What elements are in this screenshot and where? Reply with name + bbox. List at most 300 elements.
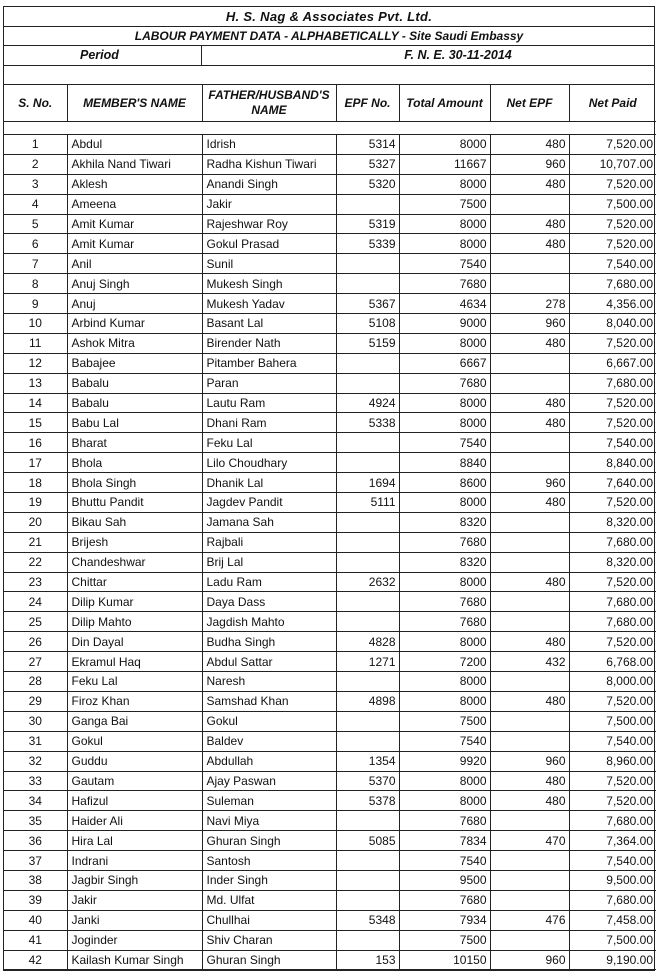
cell-net-paid: 7,520.00 bbox=[569, 234, 656, 254]
cell-net-epf bbox=[490, 254, 569, 274]
cell-epf-no bbox=[336, 592, 399, 612]
cell-father-husband-name: Ajay Paswan bbox=[202, 771, 336, 791]
cell-epf-no: 1354 bbox=[336, 751, 399, 771]
col-header-net-paid: Net Paid bbox=[569, 85, 656, 122]
cell-net-epf bbox=[490, 353, 569, 373]
cell-sno: 27 bbox=[4, 652, 67, 672]
cell-epf-no bbox=[336, 274, 399, 294]
cell-father-husband-name: Samshad Khan bbox=[202, 691, 336, 711]
cell-net-epf bbox=[490, 552, 569, 572]
cell-total-amount: 7500 bbox=[399, 711, 490, 731]
cell-father-husband-name: Mukesh Yadav bbox=[202, 294, 336, 314]
cell-epf-no bbox=[336, 373, 399, 393]
table-row bbox=[4, 154, 656, 174]
cell-epf-no: 1271 bbox=[336, 652, 399, 672]
table-row bbox=[4, 333, 656, 353]
cell-net-paid: 7,520.00 bbox=[569, 771, 656, 791]
cell-sno: 9 bbox=[4, 294, 67, 314]
cell-total-amount: 8000 bbox=[399, 572, 490, 592]
cell-father-husband-name: Gokul bbox=[202, 711, 336, 731]
cell-total-amount: 8000 bbox=[399, 135, 490, 155]
cell-sno: 40 bbox=[4, 910, 67, 930]
cell-sno: 42 bbox=[4, 950, 67, 970]
spacer-row bbox=[4, 66, 654, 85]
cell-father-husband-name: Abdul Sattar bbox=[202, 652, 336, 672]
cell-father-husband-name: Jamana Sah bbox=[202, 512, 336, 532]
table-row bbox=[4, 353, 656, 373]
cell-sno: 34 bbox=[4, 791, 67, 811]
table-row bbox=[4, 174, 656, 194]
cell-net-epf bbox=[490, 890, 569, 910]
cell-epf-no bbox=[336, 453, 399, 473]
cell-member-name: Kailash Kumar Singh bbox=[67, 950, 202, 970]
cell-total-amount: 8000 bbox=[399, 691, 490, 711]
cell-net-paid: 7,520.00 bbox=[569, 135, 656, 155]
table-row bbox=[4, 890, 656, 910]
cell-father-husband-name: Dhanik Lal bbox=[202, 473, 336, 493]
cell-epf-no: 5314 bbox=[336, 135, 399, 155]
cell-sno: 17 bbox=[4, 453, 67, 473]
cell-father-husband-name: Ladu Ram bbox=[202, 572, 336, 592]
cell-net-epf: 480 bbox=[490, 791, 569, 811]
cell-father-husband-name: Baldev bbox=[202, 731, 336, 751]
cell-member-name: Hira Lal bbox=[67, 831, 202, 851]
cell-father-husband-name: Md. Ulfat bbox=[202, 890, 336, 910]
cell-sno: 6 bbox=[4, 234, 67, 254]
cell-father-husband-name: Jagdev Pandit bbox=[202, 493, 336, 513]
cell-net-paid: 7,364.00 bbox=[569, 831, 656, 851]
cell-net-paid: 7,520.00 bbox=[569, 632, 656, 652]
cell-net-paid: 10,707.00 bbox=[569, 154, 656, 174]
cell-net-epf bbox=[490, 592, 569, 612]
cell-sno: 10 bbox=[4, 314, 67, 334]
cell-father-husband-name: Feku Lal bbox=[202, 433, 336, 453]
cell-epf-no: 5367 bbox=[336, 294, 399, 314]
cell-net-paid: 7,680.00 bbox=[569, 373, 656, 393]
cell-father-husband-name: Lilo Choudhary bbox=[202, 453, 336, 473]
cell-sno: 7 bbox=[4, 254, 67, 274]
cell-sno: 8 bbox=[4, 274, 67, 294]
cell-epf-no: 5339 bbox=[336, 234, 399, 254]
cell-net-paid: 7,520.00 bbox=[569, 174, 656, 194]
cell-net-epf bbox=[490, 512, 569, 532]
cell-epf-no bbox=[336, 851, 399, 871]
cell-sno: 24 bbox=[4, 592, 67, 612]
cell-father-husband-name: Chullhai bbox=[202, 910, 336, 930]
period-value: F. N. E. 30-11-2014 bbox=[404, 48, 512, 62]
cell-sno: 13 bbox=[4, 373, 67, 393]
cell-net-paid: 7,520.00 bbox=[569, 393, 656, 413]
cell-sno: 31 bbox=[4, 731, 67, 751]
table-header-row bbox=[4, 85, 656, 122]
cell-sno: 3 bbox=[4, 174, 67, 194]
cell-sno: 21 bbox=[4, 532, 67, 552]
table-row bbox=[4, 771, 656, 791]
table-row bbox=[4, 532, 656, 552]
cell-father-husband-name: Suleman bbox=[202, 791, 336, 811]
table-row bbox=[4, 731, 656, 751]
cell-net-paid: 8,320.00 bbox=[569, 512, 656, 532]
table-row bbox=[4, 652, 656, 672]
cell-member-name: Akhila Nand Tiwari bbox=[67, 154, 202, 174]
table-row bbox=[4, 493, 656, 513]
cell-member-name: Joginder bbox=[67, 930, 202, 950]
table-row bbox=[4, 294, 656, 314]
cell-net-epf: 480 bbox=[490, 174, 569, 194]
cell-member-name: Bhola Singh bbox=[67, 473, 202, 493]
cell-epf-no bbox=[336, 353, 399, 373]
period-label: Period bbox=[4, 46, 202, 65]
cell-epf-no: 5370 bbox=[336, 771, 399, 791]
cell-net-paid: 8,040.00 bbox=[569, 314, 656, 334]
table-row bbox=[4, 135, 656, 155]
cell-member-name: Brijesh bbox=[67, 532, 202, 552]
table-row bbox=[4, 393, 656, 413]
cell-total-amount: 8840 bbox=[399, 453, 490, 473]
cell-total-amount: 11667 bbox=[399, 154, 490, 174]
cell-epf-no bbox=[336, 711, 399, 731]
table-row bbox=[4, 672, 656, 692]
table-row bbox=[4, 811, 656, 831]
cell-member-name: Dilip Mahto bbox=[67, 612, 202, 632]
cell-net-epf: 480 bbox=[490, 691, 569, 711]
payment-sheet bbox=[3, 6, 655, 971]
cell-member-name: Aklesh bbox=[67, 174, 202, 194]
cell-net-epf: 480 bbox=[490, 393, 569, 413]
cell-member-name: Ashok Mitra bbox=[67, 333, 202, 353]
cell-member-name: Anuj bbox=[67, 294, 202, 314]
cell-father-husband-name: Abdullah bbox=[202, 751, 336, 771]
cell-member-name: Janki bbox=[67, 910, 202, 930]
cell-sno: 33 bbox=[4, 771, 67, 791]
cell-sno: 25 bbox=[4, 612, 67, 632]
cell-total-amount: 7934 bbox=[399, 910, 490, 930]
cell-member-name: Anil bbox=[67, 254, 202, 274]
cell-net-epf bbox=[490, 453, 569, 473]
cell-father-husband-name: Birender Nath bbox=[202, 333, 336, 353]
cell-epf-no: 5319 bbox=[336, 214, 399, 234]
cell-epf-no bbox=[336, 194, 399, 214]
cell-net-epf bbox=[490, 612, 569, 632]
cell-father-husband-name: Sunil bbox=[202, 254, 336, 274]
cell-sno: 29 bbox=[4, 691, 67, 711]
cell-total-amount: 7500 bbox=[399, 930, 490, 950]
cell-net-epf bbox=[490, 532, 569, 552]
spacer-row bbox=[4, 122, 656, 135]
cell-sno: 14 bbox=[4, 393, 67, 413]
cell-total-amount: 8320 bbox=[399, 552, 490, 572]
cell-epf-no: 5159 bbox=[336, 333, 399, 353]
cell-member-name: Indrani bbox=[67, 851, 202, 871]
cell-net-paid: 8,960.00 bbox=[569, 751, 656, 771]
cell-total-amount: 8000 bbox=[399, 493, 490, 513]
cell-net-paid: 7,520.00 bbox=[569, 413, 656, 433]
cell-net-paid: 7,500.00 bbox=[569, 194, 656, 214]
cell-member-name: Babajee bbox=[67, 353, 202, 373]
cell-total-amount: 7540 bbox=[399, 254, 490, 274]
cell-member-name: Arbind Kumar bbox=[67, 314, 202, 334]
cell-father-husband-name: Brij Lal bbox=[202, 552, 336, 572]
cell-net-epf: 480 bbox=[490, 572, 569, 592]
cell-sno: 16 bbox=[4, 433, 67, 453]
table-row bbox=[4, 194, 656, 214]
cell-epf-no: 5327 bbox=[336, 154, 399, 174]
cell-epf-no bbox=[336, 890, 399, 910]
cell-father-husband-name: Jagdish Mahto bbox=[202, 612, 336, 632]
cell-epf-no: 5111 bbox=[336, 493, 399, 513]
cell-epf-no bbox=[336, 433, 399, 453]
cell-net-epf bbox=[490, 851, 569, 871]
cell-net-epf: 432 bbox=[490, 652, 569, 672]
table-row bbox=[4, 453, 656, 473]
cell-father-husband-name: Dhani Ram bbox=[202, 413, 336, 433]
report-title: LABOUR PAYMENT DATA - ALPHABETICALLY - Site Saudi Embassy bbox=[4, 27, 654, 46]
col-header-net-epf: Net EPF bbox=[490, 85, 569, 122]
table-row bbox=[4, 691, 656, 711]
cell-net-paid: 7,640.00 bbox=[569, 473, 656, 493]
cell-father-husband-name: Idrish bbox=[202, 135, 336, 155]
cell-father-husband-name: Ghuran Singh bbox=[202, 950, 336, 970]
cell-epf-no bbox=[336, 672, 399, 692]
table-row bbox=[4, 592, 656, 612]
cell-net-paid: 7,540.00 bbox=[569, 731, 656, 751]
cell-sno: 41 bbox=[4, 930, 67, 950]
cell-total-amount: 8000 bbox=[399, 234, 490, 254]
labour-payment-table bbox=[4, 85, 656, 970]
table-row bbox=[4, 314, 656, 334]
cell-member-name: Abdul bbox=[67, 135, 202, 155]
cell-net-epf: 480 bbox=[490, 493, 569, 513]
cell-net-epf: 960 bbox=[490, 751, 569, 771]
cell-sno: 20 bbox=[4, 512, 67, 532]
cell-member-name: Din Dayal bbox=[67, 632, 202, 652]
cell-epf-no bbox=[336, 811, 399, 831]
cell-epf-no bbox=[336, 612, 399, 632]
cell-father-husband-name: Naresh bbox=[202, 672, 336, 692]
cell-net-paid: 7,520.00 bbox=[569, 791, 656, 811]
cell-net-paid: 7,520.00 bbox=[569, 691, 656, 711]
cell-net-epf bbox=[490, 194, 569, 214]
company-name: H. S. Nag & Associates Pvt. Ltd. bbox=[4, 7, 654, 27]
cell-sno: 4 bbox=[4, 194, 67, 214]
cell-total-amount: 7680 bbox=[399, 274, 490, 294]
cell-total-amount: 8000 bbox=[399, 672, 490, 692]
cell-total-amount: 4634 bbox=[399, 294, 490, 314]
cell-epf-no: 4828 bbox=[336, 632, 399, 652]
period-row bbox=[4, 46, 654, 66]
cell-epf-no: 5320 bbox=[336, 174, 399, 194]
cell-father-husband-name: Santosh bbox=[202, 851, 336, 871]
cell-sno: 22 bbox=[4, 552, 67, 572]
cell-epf-no: 5378 bbox=[336, 791, 399, 811]
cell-member-name: Jagbir Singh bbox=[67, 870, 202, 890]
cell-net-paid: 7,680.00 bbox=[569, 274, 656, 294]
cell-total-amount: 7540 bbox=[399, 731, 490, 751]
cell-net-epf bbox=[490, 870, 569, 890]
cell-epf-no bbox=[336, 552, 399, 572]
table-row bbox=[4, 751, 656, 771]
cell-total-amount: 8600 bbox=[399, 473, 490, 493]
cell-total-amount: 10150 bbox=[399, 950, 490, 970]
col-header-total-amount: Total Amount bbox=[399, 85, 490, 122]
table-row bbox=[4, 632, 656, 652]
cell-father-husband-name: Budha Singh bbox=[202, 632, 336, 652]
cell-total-amount: 8320 bbox=[399, 512, 490, 532]
cell-member-name: Chandeshwar bbox=[67, 552, 202, 572]
cell-net-epf: 480 bbox=[490, 632, 569, 652]
cell-total-amount: 6667 bbox=[399, 353, 490, 373]
cell-net-paid: 7,520.00 bbox=[569, 493, 656, 513]
cell-member-name: Babalu bbox=[67, 393, 202, 413]
cell-father-husband-name: Jakir bbox=[202, 194, 336, 214]
cell-father-husband-name: Lautu Ram bbox=[202, 393, 336, 413]
cell-epf-no: 4924 bbox=[336, 393, 399, 413]
cell-sno: 37 bbox=[4, 851, 67, 871]
cell-epf-no bbox=[336, 870, 399, 890]
table-row bbox=[4, 711, 656, 731]
cell-sno: 36 bbox=[4, 831, 67, 851]
cell-father-husband-name: Daya Dass bbox=[202, 592, 336, 612]
table-row bbox=[4, 791, 656, 811]
cell-sno: 30 bbox=[4, 711, 67, 731]
cell-net-epf: 480 bbox=[490, 771, 569, 791]
cell-member-name: Gokul bbox=[67, 731, 202, 751]
table-row bbox=[4, 433, 656, 453]
cell-sno: 11 bbox=[4, 333, 67, 353]
cell-father-husband-name: Rajeshwar Roy bbox=[202, 214, 336, 234]
cell-net-epf bbox=[490, 731, 569, 751]
cell-sno: 23 bbox=[4, 572, 67, 592]
table-row bbox=[4, 373, 656, 393]
table-row bbox=[4, 254, 656, 274]
col-header-member-name: MEMBER'S NAME bbox=[67, 85, 202, 122]
cell-member-name: Jakir bbox=[67, 890, 202, 910]
cell-sno: 39 bbox=[4, 890, 67, 910]
cell-total-amount: 7540 bbox=[399, 433, 490, 453]
cell-father-husband-name: Navi Miya bbox=[202, 811, 336, 831]
cell-net-paid: 7,680.00 bbox=[569, 890, 656, 910]
cell-net-paid: 7,680.00 bbox=[569, 612, 656, 632]
cell-net-epf: 480 bbox=[490, 333, 569, 353]
cell-sno: 5 bbox=[4, 214, 67, 234]
table-row bbox=[4, 552, 656, 572]
table-row bbox=[4, 234, 656, 254]
cell-total-amount: 8000 bbox=[399, 771, 490, 791]
cell-member-name: Bikau Sah bbox=[67, 512, 202, 532]
cell-net-epf: 960 bbox=[490, 950, 569, 970]
cell-member-name: Ekramul Haq bbox=[67, 652, 202, 672]
cell-epf-no: 153 bbox=[336, 950, 399, 970]
cell-sno: 2 bbox=[4, 154, 67, 174]
cell-member-name: Ganga Bai bbox=[67, 711, 202, 731]
cell-net-paid: 9,500.00 bbox=[569, 870, 656, 890]
cell-sno: 1 bbox=[4, 135, 67, 155]
cell-father-husband-name: Shiv Charan bbox=[202, 930, 336, 950]
cell-sno: 35 bbox=[4, 811, 67, 831]
cell-epf-no bbox=[336, 532, 399, 552]
cell-sno: 26 bbox=[4, 632, 67, 652]
table-row bbox=[4, 512, 656, 532]
cell-member-name: Dilip Kumar bbox=[67, 592, 202, 612]
cell-father-husband-name: Paran bbox=[202, 373, 336, 393]
cell-father-husband-name: Pitamber Bahera bbox=[202, 353, 336, 373]
cell-total-amount: 7200 bbox=[399, 652, 490, 672]
cell-net-paid: 9,190.00 bbox=[569, 950, 656, 970]
cell-epf-no bbox=[336, 512, 399, 532]
table-row bbox=[4, 413, 656, 433]
cell-sno: 28 bbox=[4, 672, 67, 692]
cell-net-epf: 960 bbox=[490, 314, 569, 334]
table-row bbox=[4, 831, 656, 851]
cell-total-amount: 7540 bbox=[399, 851, 490, 871]
cell-sno: 38 bbox=[4, 870, 67, 890]
cell-net-paid: 6,667.00 bbox=[569, 353, 656, 373]
cell-net-epf bbox=[490, 811, 569, 831]
cell-net-paid: 8,000.00 bbox=[569, 672, 656, 692]
cell-net-paid: 7,458.00 bbox=[569, 910, 656, 930]
cell-total-amount: 7680 bbox=[399, 532, 490, 552]
cell-father-husband-name: Mukesh Singh bbox=[202, 274, 336, 294]
cell-member-name: Bhuttu Pandit bbox=[67, 493, 202, 513]
cell-epf-no: 5338 bbox=[336, 413, 399, 433]
cell-father-husband-name: Gokul Prasad bbox=[202, 234, 336, 254]
cell-member-name: Bharat bbox=[67, 433, 202, 453]
cell-member-name: Firoz Khan bbox=[67, 691, 202, 711]
cell-total-amount: 8000 bbox=[399, 632, 490, 652]
cell-total-amount: 7834 bbox=[399, 831, 490, 851]
cell-net-paid: 6,768.00 bbox=[569, 652, 656, 672]
cell-net-epf: 480 bbox=[490, 135, 569, 155]
cell-member-name: Bhola bbox=[67, 453, 202, 473]
table-row bbox=[4, 930, 656, 950]
table-row bbox=[4, 910, 656, 930]
cell-net-paid: 7,540.00 bbox=[569, 254, 656, 274]
cell-sno: 15 bbox=[4, 413, 67, 433]
cell-total-amount: 7680 bbox=[399, 890, 490, 910]
cell-total-amount: 8000 bbox=[399, 333, 490, 353]
cell-epf-no: 2632 bbox=[336, 572, 399, 592]
cell-net-paid: 7,520.00 bbox=[569, 214, 656, 234]
cell-net-epf: 278 bbox=[490, 294, 569, 314]
cell-total-amount: 7680 bbox=[399, 592, 490, 612]
cell-net-paid: 7,680.00 bbox=[569, 811, 656, 831]
cell-total-amount: 7500 bbox=[399, 194, 490, 214]
cell-sno: 32 bbox=[4, 751, 67, 771]
table-row bbox=[4, 612, 656, 632]
cell-sno: 12 bbox=[4, 353, 67, 373]
cell-total-amount: 7680 bbox=[399, 612, 490, 632]
cell-total-amount: 9920 bbox=[399, 751, 490, 771]
table-row bbox=[4, 870, 656, 890]
cell-net-paid: 7,520.00 bbox=[569, 572, 656, 592]
cell-net-epf bbox=[490, 930, 569, 950]
cell-net-epf: 470 bbox=[490, 831, 569, 851]
cell-epf-no: 4898 bbox=[336, 691, 399, 711]
cell-net-epf bbox=[490, 274, 569, 294]
cell-epf-no bbox=[336, 254, 399, 274]
cell-net-epf bbox=[490, 373, 569, 393]
cell-epf-no: 1694 bbox=[336, 473, 399, 493]
cell-epf-no: 5085 bbox=[336, 831, 399, 851]
cell-total-amount: 7680 bbox=[399, 811, 490, 831]
cell-total-amount: 8000 bbox=[399, 791, 490, 811]
cell-net-paid: 7,500.00 bbox=[569, 930, 656, 950]
cell-net-paid: 8,840.00 bbox=[569, 453, 656, 473]
cell-total-amount: 8000 bbox=[399, 214, 490, 234]
cell-net-paid: 7,680.00 bbox=[569, 592, 656, 612]
cell-member-name: Anuj Singh bbox=[67, 274, 202, 294]
cell-epf-no: 5348 bbox=[336, 910, 399, 930]
